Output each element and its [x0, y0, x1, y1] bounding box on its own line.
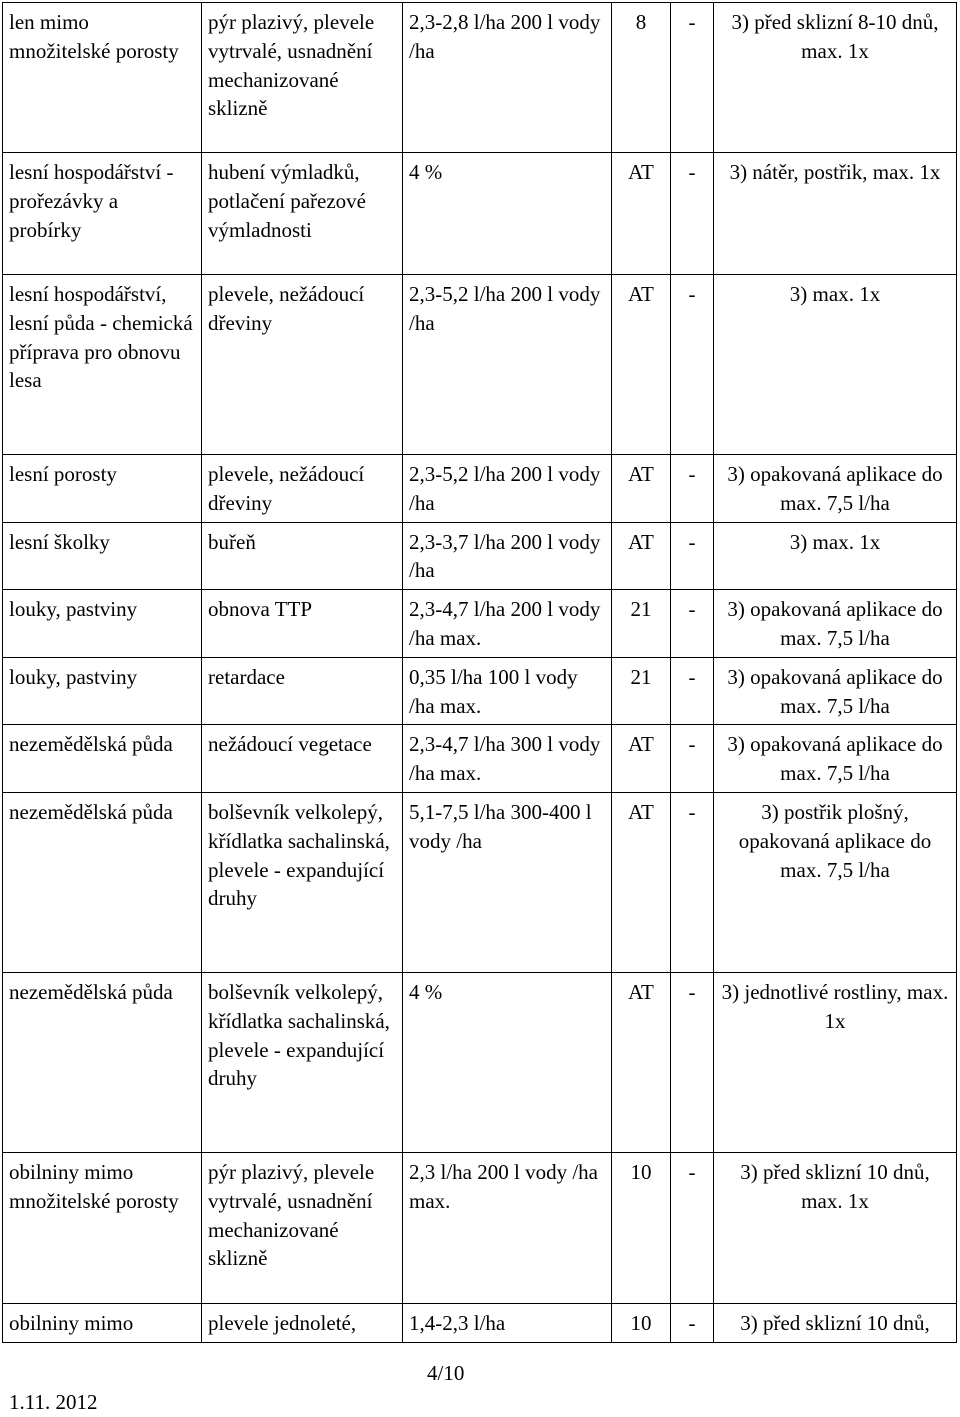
dose-cell: 2,3 l/ha 200 l vody /ha max. — [403, 1152, 612, 1303]
target-cell: retardace — [202, 657, 403, 725]
table-row — [3, 522, 957, 590]
target-cell: bolševník velkolepý, křídlatka sachalinská, plevele - expandující druhy — [202, 972, 403, 1152]
crop-cell: nezemědělská půda — [3, 972, 202, 1152]
dash-cell: - — [671, 972, 714, 1152]
interval-cell: 8 — [612, 3, 671, 153]
dash-cell: - — [671, 275, 714, 455]
table-row — [3, 455, 957, 523]
notes-cell: 3) nátěr, postřik, max. 1x — [714, 153, 957, 275]
crop-cell: lesní porosty — [3, 455, 202, 523]
crop-cell: nezemědělská půda — [3, 725, 202, 793]
notes-cell: 3) opakovaná aplikace do max. 7,5 l/ha — [714, 725, 957, 793]
target-cell: pýr plazivý, plevele vytrvalé, usnadnění mechanizované sklizně — [202, 3, 403, 153]
notes-cell: 3) opakovaná aplikace do max. 7,5 l/ha — [714, 657, 957, 725]
notes-cell: 3) před sklizní 10 dnů, — [714, 1303, 957, 1342]
crop-cell: louky, pastviny — [3, 590, 202, 658]
notes-cell: 3) postřik plošný, opakovaná aplikace do max. 7,5 l/ha — [714, 792, 957, 972]
notes-cell: 3) před sklizní 10 dnů, max. 1x — [714, 1152, 957, 1303]
dash-cell: - — [671, 522, 714, 590]
notes-cell: 3) max. 1x — [714, 522, 957, 590]
interval-cell: AT — [612, 455, 671, 523]
table-row — [3, 3, 957, 153]
dash-cell: - — [671, 153, 714, 275]
dash-cell: - — [671, 3, 714, 153]
table-row — [3, 1152, 957, 1303]
notes-cell: 3) opakovaná aplikace do max. 7,5 l/ha — [714, 455, 957, 523]
dose-cell: 5,1-7,5 l/ha 300-400 l vody /ha — [403, 792, 612, 972]
interval-cell: 21 — [612, 590, 671, 658]
notes-cell: 3) jednotlivé rostliny, max. 1x — [714, 972, 957, 1152]
dose-cell: 2,3-5,2 l/ha 200 l vody /ha — [403, 275, 612, 455]
crop-cell: nezemědělská půda — [3, 792, 202, 972]
target-cell: buřeň — [202, 522, 403, 590]
dose-cell: 2,3-4,7 l/ha 300 l vody /ha max. — [403, 725, 612, 793]
dash-cell: - — [671, 725, 714, 793]
table-row — [3, 725, 957, 793]
dose-cell: 2,3-3,7 l/ha 200 l vody /ha — [403, 522, 612, 590]
table-row — [3, 1303, 957, 1342]
dash-cell: - — [671, 1152, 714, 1303]
dose-cell: 4 % — [403, 972, 612, 1152]
dash-cell: - — [671, 657, 714, 725]
dose-cell: 2,3-2,8 l/ha 200 l vody /ha — [403, 3, 612, 153]
notes-cell: 3) opakovaná aplikace do max. 7,5 l/ha — [714, 590, 957, 658]
interval-cell: AT — [612, 972, 671, 1152]
dose-cell: 1,4-2,3 l/ha — [403, 1303, 612, 1342]
target-cell: plevele jednoleté, — [202, 1303, 403, 1342]
dash-cell: - — [671, 1303, 714, 1342]
interval-cell: AT — [612, 792, 671, 972]
target-cell: pýr plazivý, plevele vytrvalé, usnadnění mechanizované sklizně — [202, 1152, 403, 1303]
crop-cell: louky, pastviny — [3, 657, 202, 725]
interval-cell: 21 — [612, 657, 671, 725]
dash-cell: - — [671, 455, 714, 523]
target-cell: nežádoucí vegetace — [202, 725, 403, 793]
target-cell: obnova TTP — [202, 590, 403, 658]
target-cell: plevele, nežádoucí dřeviny — [202, 275, 403, 455]
interval-cell: AT — [612, 275, 671, 455]
crop-cell: obilniny mimo — [3, 1303, 202, 1342]
dose-cell: 2,3-4,7 l/ha 200 l vody /ha max. — [403, 590, 612, 658]
table-row — [3, 972, 957, 1152]
dose-cell: 0,35 l/ha 100 l vody /ha max. — [403, 657, 612, 725]
dose-cell: 2,3-5,2 l/ha 200 l vody /ha — [403, 455, 612, 523]
interval-cell: AT — [612, 522, 671, 590]
footer-date: 1.11. 2012 — [9, 1390, 98, 1414]
table-row — [3, 590, 957, 658]
interval-cell: 10 — [612, 1152, 671, 1303]
target-cell: bolševník velkolepý, křídlatka sachalinská, plevele - expandující druhy — [202, 792, 403, 972]
table-body — [3, 3, 957, 1343]
crop-cell: lesní školky — [3, 522, 202, 590]
document-table — [2, 2, 957, 1343]
table-row — [3, 792, 957, 972]
page-number: 4/10 — [427, 1361, 465, 1385]
interval-cell: 10 — [612, 1303, 671, 1342]
notes-cell: 3) max. 1x — [714, 275, 957, 455]
crop-cell: lesní hospodářství - prořezávky a probírky — [3, 153, 202, 275]
crop-cell: obilniny mimo množitelské porosty — [3, 1152, 202, 1303]
interval-cell: AT — [612, 153, 671, 275]
target-cell: plevele, nežádoucí dřeviny — [202, 455, 403, 523]
notes-cell: 3) před sklizní 8-10 dnů, max. 1x — [714, 3, 957, 153]
dash-cell: - — [671, 590, 714, 658]
dose-cell: 4 % — [403, 153, 612, 275]
dash-cell: - — [671, 792, 714, 972]
target-cell: hubení výmladků, potlačení pařezové výmladnosti — [202, 153, 403, 275]
table-row — [3, 153, 957, 275]
table-row — [3, 657, 957, 725]
interval-cell: AT — [612, 725, 671, 793]
crop-cell: len mimo množitelské porosty — [3, 3, 202, 153]
crop-cell: lesní hospodářství, lesní půda - chemická příprava pro obnovu lesa — [3, 275, 202, 455]
table-row — [3, 275, 957, 455]
